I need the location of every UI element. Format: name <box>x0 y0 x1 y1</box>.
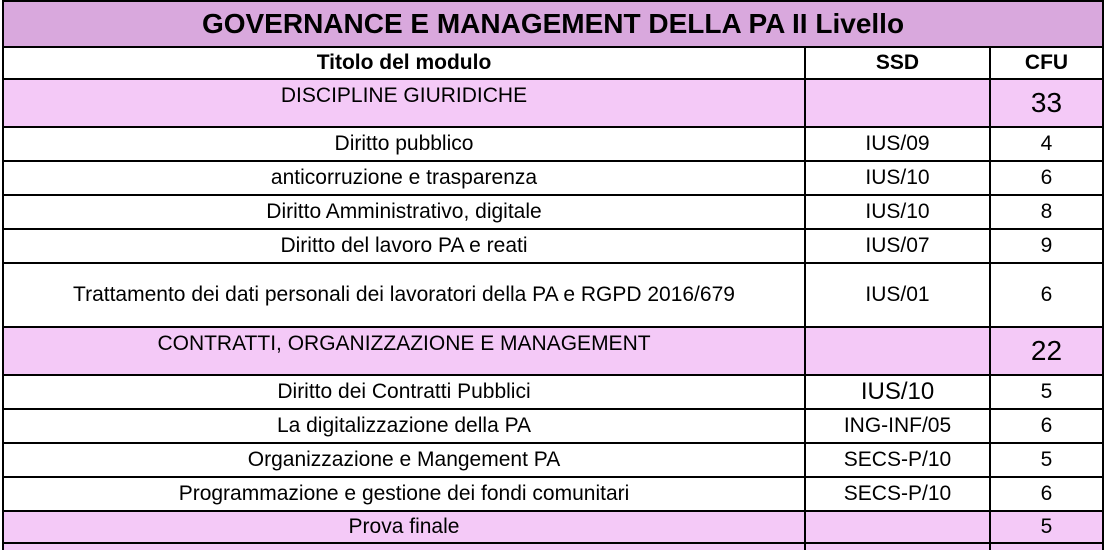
trailing-cell <box>805 543 990 550</box>
module-cell: Diritto Amministrativo, digitale <box>3 195 805 229</box>
section-name: CONTRATTI, ORGANIZZAZIONE E MANAGEMENT <box>3 327 805 375</box>
table-row <box>3 375 1103 409</box>
header-cfu: CFU <box>990 47 1103 79</box>
final-row <box>3 511 1103 543</box>
module-cell: Diritto del lavoro PA e reati <box>3 229 805 263</box>
header-module: Titolo del modulo <box>3 47 805 79</box>
section-ssd <box>805 79 990 127</box>
ssd-cell: IUS/10 <box>805 375 990 409</box>
final-cfu: 5 <box>990 511 1103 543</box>
title-row <box>3 1 1103 47</box>
final-ssd <box>805 511 990 543</box>
module-cell: Organizzazione e Mangement PA <box>3 443 805 477</box>
module-cell: Diritto dei Contratti Pubblici <box>3 375 805 409</box>
table-row <box>3 195 1103 229</box>
cfu-cell: 6 <box>990 263 1103 327</box>
table-row <box>3 161 1103 195</box>
ssd-cell: ING-INF/05 <box>805 409 990 443</box>
ssd-cell: SECS-P/10 <box>805 443 990 477</box>
module-cell: Trattamento dei dati personali dei lavoratori della PA e RGPD 2016/679 <box>3 263 805 327</box>
cfu-cell: 6 <box>990 477 1103 511</box>
section-name: DISCIPLINE GIURIDICHE <box>3 79 805 127</box>
module-cell: Programmazione e gestione dei fondi comunitari <box>3 477 805 511</box>
ssd-cell: SECS-P/10 <box>805 477 990 511</box>
cfu-cell: 4 <box>990 127 1103 161</box>
section-row <box>3 327 1103 375</box>
table-row <box>3 263 1103 327</box>
ssd-cell: IUS/10 <box>805 161 990 195</box>
cfu-cell: 5 <box>990 443 1103 477</box>
ssd-cell: IUS/01 <box>805 263 990 327</box>
trailing-row <box>3 543 1103 550</box>
cfu-cell: 9 <box>990 229 1103 263</box>
trailing-cell <box>990 543 1103 550</box>
ssd-cell: IUS/10 <box>805 195 990 229</box>
module-cell: La digitalizzazione della PA <box>3 409 805 443</box>
module-cell: Diritto pubblico <box>3 127 805 161</box>
section-cfu: 22 <box>990 327 1103 375</box>
cfu-cell: 6 <box>990 409 1103 443</box>
final-module: Prova finale <box>3 511 805 543</box>
module-cell: anticorruzione e trasparenza <box>3 161 805 195</box>
table-row <box>3 127 1103 161</box>
cfu-cell: 8 <box>990 195 1103 229</box>
table-row <box>3 443 1103 477</box>
header-ssd: SSD <box>805 47 990 79</box>
curriculum-table <box>2 0 1104 550</box>
table-row <box>3 477 1103 511</box>
cfu-cell: 6 <box>990 161 1103 195</box>
ssd-cell: IUS/09 <box>805 127 990 161</box>
cfu-cell: 5 <box>990 375 1103 409</box>
section-cfu: 33 <box>990 79 1103 127</box>
section-ssd <box>805 327 990 375</box>
trailing-cell <box>3 543 805 550</box>
section-row <box>3 79 1103 127</box>
ssd-cell: IUS/07 <box>805 229 990 263</box>
table-title: GOVERNANCE E MANAGEMENT DELLA PA II Livello <box>3 1 1103 47</box>
table-row <box>3 409 1103 443</box>
header-row <box>3 47 1103 79</box>
table-row <box>3 229 1103 263</box>
